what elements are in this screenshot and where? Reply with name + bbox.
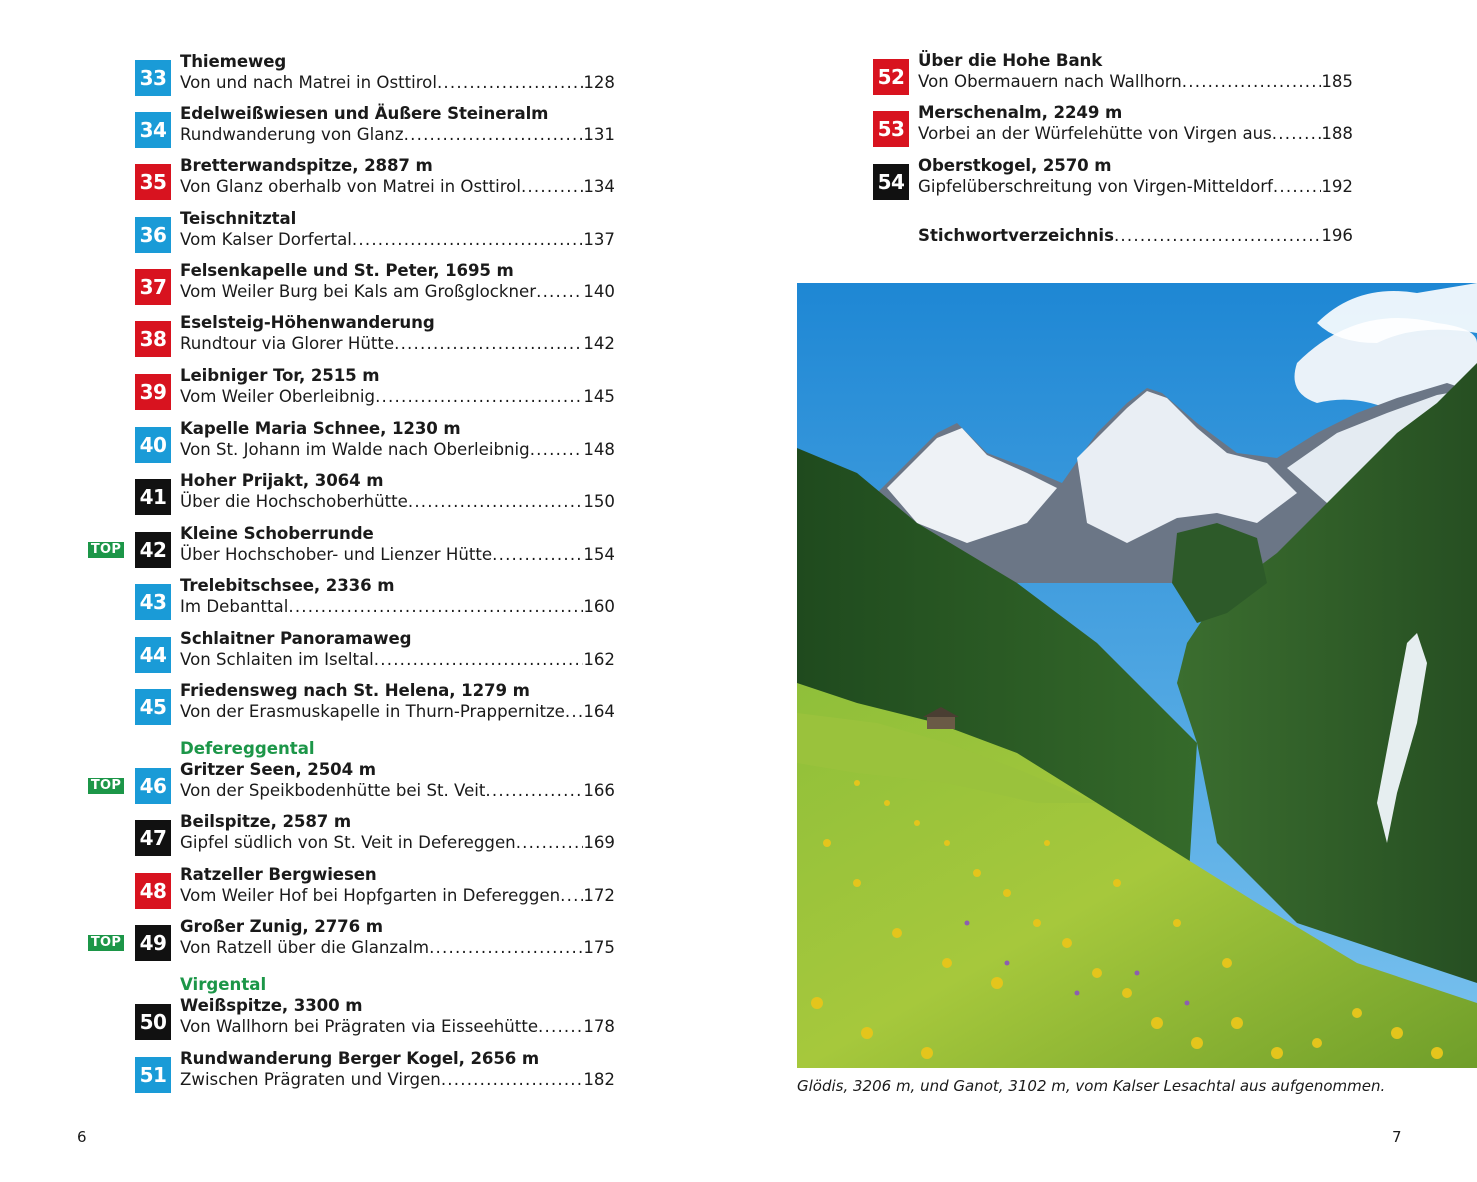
tour-title: Thiemeweg	[180, 52, 287, 71]
dot-leader	[516, 833, 584, 853]
tour-number-badge: 41	[135, 479, 171, 515]
tour-page-number: 169	[583, 833, 615, 852]
top-tour-tag: TOP	[88, 778, 124, 794]
landscape-photo	[797, 283, 1477, 1068]
tour-subtitle-row	[180, 781, 615, 801]
tour-subtitle: Von und nach Matrei in Osttirol	[180, 73, 437, 92]
dot-leader	[560, 886, 583, 906]
tour-subtitle-row	[180, 886, 615, 906]
tour-subtitle: Über die Hochschoberhütte	[180, 492, 408, 511]
tour-title: Ratzeller Bergwiesen	[180, 865, 377, 884]
tour-title: Rundwanderung Berger Kogel, 2656 m	[180, 1049, 540, 1068]
toc-entry[interactable]	[135, 419, 615, 471]
tour-number-badge: 50	[135, 1004, 171, 1040]
toc-entry[interactable]	[135, 471, 615, 523]
page-number-right: 7	[1392, 1128, 1402, 1146]
dot-leader	[1182, 72, 1322, 92]
dot-leader	[1273, 177, 1321, 197]
tour-subtitle-row	[180, 492, 615, 512]
tour-subtitle-row	[180, 334, 615, 354]
dot-leader	[441, 1070, 584, 1090]
tour-title: Teischnitztal	[180, 209, 297, 228]
dot-leader	[530, 440, 584, 460]
tour-subtitle-row	[180, 545, 615, 565]
tour-number-badge: 43	[135, 584, 171, 620]
tour-subtitle: Gipfelüberschreitung von Virgen-Mitteldorf	[918, 177, 1273, 196]
toc-entry[interactable]	[135, 52, 615, 104]
tour-subtitle: Von der Erasmuskapelle in Thurn-Prappernitze	[180, 702, 565, 721]
tour-title: Gritzer Seen, 2504 m	[180, 760, 376, 779]
tour-subtitle-row	[180, 125, 615, 145]
tour-subtitle-row	[180, 1070, 615, 1090]
tour-number-badge: 39	[135, 374, 171, 410]
top-tour-tag: TOP	[88, 935, 124, 951]
tour-page-number: 145	[583, 387, 615, 406]
tour-title: Über die Hohe Bank	[918, 51, 1103, 70]
dot-leader	[1272, 124, 1322, 144]
tour-page-number: 160	[583, 597, 615, 616]
toc-index-entry[interactable]	[918, 226, 1353, 246]
index-label: Stichwortverzeichnis	[918, 226, 1114, 245]
toc-entry[interactable]	[135, 1049, 615, 1101]
toc-entry[interactable]	[135, 366, 615, 418]
tour-subtitle: Von Ratzell über die Glanzalm	[180, 938, 430, 957]
tour-page-number: 166	[583, 781, 615, 800]
tour-page-number: 154	[583, 545, 615, 564]
tour-subtitle-row	[180, 702, 615, 722]
tour-subtitle: Vom Kalser Dorfertal	[180, 230, 352, 249]
tour-page-number: 172	[583, 886, 615, 905]
tour-title: Leibniger Tor, 2515 m	[180, 366, 380, 385]
tour-page-number: 134	[583, 177, 615, 196]
photo-caption: Glödis, 3206 m, und Ganot, 3102 m, vom Kalser Lesachtal aus aufgenommen.	[797, 1077, 1386, 1095]
dot-leader	[538, 1017, 583, 1037]
tour-subtitle: Vom Weiler Oberleibnig	[180, 387, 376, 406]
tour-title: Schlaitner Panoramaweg	[180, 629, 412, 648]
dot-leader	[492, 545, 583, 565]
tour-title: Bretterwandspitze, 2887 m	[180, 156, 433, 175]
tour-subtitle-row	[180, 177, 615, 197]
tour-subtitle: Rundwanderung von Glanz	[180, 125, 404, 144]
tour-page-number: 128	[583, 73, 615, 92]
toc-entry[interactable]	[135, 104, 615, 156]
index-page: 196	[1321, 226, 1353, 245]
dot-leader	[521, 177, 583, 197]
tour-subtitle-row	[180, 650, 615, 670]
tour-subtitle: Zwischen Prägraten und Virgen	[180, 1070, 441, 1089]
tour-subtitle: Von Schlaiten im Iseltal	[180, 650, 374, 669]
tour-number-badge: 36	[135, 217, 171, 253]
dot-leader	[1114, 226, 1321, 246]
tour-title: Trelebitschsee, 2336 m	[180, 576, 395, 595]
toc-entry[interactable]	[135, 812, 615, 864]
tour-page-number: 192	[1321, 177, 1353, 196]
tour-subtitle: Im Debanttal	[180, 597, 289, 616]
page-number-left: 6	[77, 1128, 87, 1146]
tour-title: Kleine Schoberrunde	[180, 524, 374, 543]
tour-number-badge: 47	[135, 820, 171, 856]
tour-subtitle-row	[180, 597, 615, 617]
tour-number-badge: 42	[135, 532, 171, 568]
tour-subtitle-row	[180, 833, 615, 853]
tour-subtitle: Vorbei an der Würfelehütte von Virgen aus	[918, 124, 1272, 143]
tour-title: Großer Zunig, 2776 m	[180, 917, 383, 936]
tour-page-number: 188	[1321, 124, 1353, 143]
dot-leader	[374, 650, 584, 670]
toc-entry[interactable]	[135, 313, 615, 365]
dot-leader	[437, 73, 583, 93]
tour-subtitle-row	[180, 282, 615, 302]
tour-subtitle: Über Hochschober- und Lienzer Hütte	[180, 545, 493, 564]
toc-entry[interactable]	[135, 917, 615, 969]
tour-subtitle-row	[180, 938, 615, 958]
dot-leader	[375, 387, 583, 407]
tour-subtitle: Von Glanz oberhalb von Matrei in Osttirol	[180, 177, 521, 196]
tour-subtitle: Rundtour via Glorer Hütte	[180, 334, 395, 353]
dot-leader	[485, 781, 583, 801]
dot-leader	[429, 938, 583, 958]
tour-subtitle: Gipfel südlich von St. Veit in Defereggen	[180, 833, 516, 852]
tour-title: Merschenalm, 2249 m	[918, 103, 1123, 122]
tour-number-badge: 35	[135, 164, 171, 200]
tour-number-badge: 37	[135, 269, 171, 305]
toc-entry[interactable]	[873, 51, 1353, 103]
tour-number-badge: 33	[135, 60, 171, 96]
toc-entry[interactable]	[135, 996, 615, 1048]
tour-page-number: 164	[583, 702, 615, 721]
tour-subtitle: Vom Weiler Burg bei Kals am Großglockner	[180, 282, 537, 301]
tour-number-badge: 38	[135, 321, 171, 357]
tour-page-number: 131	[583, 125, 615, 144]
tour-number-badge: 44	[135, 637, 171, 673]
tour-number-badge: 54	[873, 164, 909, 200]
toc-entry[interactable]	[135, 629, 615, 681]
tour-number-badge: 51	[135, 1057, 171, 1093]
tour-title: Friedensweg nach St. Helena, 1279 m	[180, 681, 530, 700]
tour-subtitle-row	[180, 440, 615, 460]
tour-subtitle: Von St. Johann im Walde nach Oberleibnig	[180, 440, 530, 459]
tour-subtitle: Von Obermauern nach Wallhorn	[918, 72, 1182, 91]
tour-subtitle: Von Wallhorn bei Prägraten via Eisseehütte	[180, 1017, 539, 1036]
tour-page-number: 140	[583, 282, 615, 301]
toc-entry[interactable]	[135, 156, 615, 208]
toc-entry[interactable]	[135, 261, 615, 313]
tour-page-number: 162	[583, 650, 615, 669]
tour-title: Felsenkapelle und St. Peter, 1695 m	[180, 261, 514, 280]
toc-entry[interactable]	[873, 103, 1353, 155]
tour-number-badge: 45	[135, 689, 171, 725]
tour-page-number: 142	[583, 334, 615, 353]
tour-number-badge: 52	[873, 59, 909, 95]
toc-entry[interactable]	[135, 576, 615, 628]
section-heading-defereggental: Defereggental	[180, 739, 315, 758]
dot-leader	[408, 492, 583, 512]
toc-entry[interactable]	[135, 865, 615, 917]
tour-subtitle-row	[918, 177, 1353, 197]
tour-subtitle-row	[918, 124, 1353, 144]
tour-page-number: 175	[583, 938, 615, 957]
tour-number-badge: 40	[135, 427, 171, 463]
tour-page-number: 148	[583, 440, 615, 459]
tour-title: Edelweißwiesen und Äußere Steineralm	[180, 104, 549, 123]
dot-leader	[404, 125, 584, 145]
tour-title: Weißspitze, 3300 m	[180, 996, 363, 1015]
tour-number-badge: 49	[135, 925, 171, 961]
tour-subtitle-row	[180, 230, 615, 250]
section-heading-virgental: Virgental	[180, 975, 267, 994]
tour-title: Oberstkogel, 2570 m	[918, 156, 1112, 175]
tour-page-number: 182	[583, 1070, 615, 1089]
tour-title: Eselsteig-Höhenwanderung	[180, 313, 435, 332]
tour-page-number: 185	[1321, 72, 1353, 91]
tour-page-number: 137	[583, 230, 615, 249]
top-tour-tag: TOP	[88, 542, 124, 558]
tour-number-badge: 48	[135, 873, 171, 909]
tour-subtitle: Vom Weiler Hof bei Hopfgarten in Defereggen	[180, 886, 561, 905]
tour-subtitle: Von der Speikbodenhütte bei St. Veit	[180, 781, 486, 800]
tour-subtitle-row	[918, 72, 1353, 92]
tour-subtitle-row	[180, 73, 615, 93]
toc-entry[interactable]	[873, 156, 1353, 208]
dot-leader	[565, 702, 583, 722]
toc-entry[interactable]	[135, 209, 615, 261]
dot-leader	[288, 597, 583, 617]
dot-leader	[536, 282, 583, 302]
tour-title: Beilspitze, 2587 m	[180, 812, 352, 831]
tour-page-number: 178	[583, 1017, 615, 1036]
dot-leader	[394, 334, 583, 354]
tour-number-badge: 53	[873, 111, 909, 147]
tour-page-number: 150	[583, 492, 615, 511]
tour-title: Hoher Prijakt, 3064 m	[180, 471, 384, 490]
tour-number-badge: 34	[135, 112, 171, 148]
tour-subtitle-row	[180, 1017, 615, 1037]
tour-number-badge: 46	[135, 768, 171, 804]
toc-entry[interactable]	[135, 524, 615, 576]
dot-leader	[352, 230, 583, 250]
toc-entry[interactable]	[135, 681, 615, 733]
tour-subtitle-row	[180, 387, 615, 407]
toc-entry[interactable]	[135, 760, 615, 812]
tour-title: Kapelle Maria Schnee, 1230 m	[180, 419, 461, 438]
